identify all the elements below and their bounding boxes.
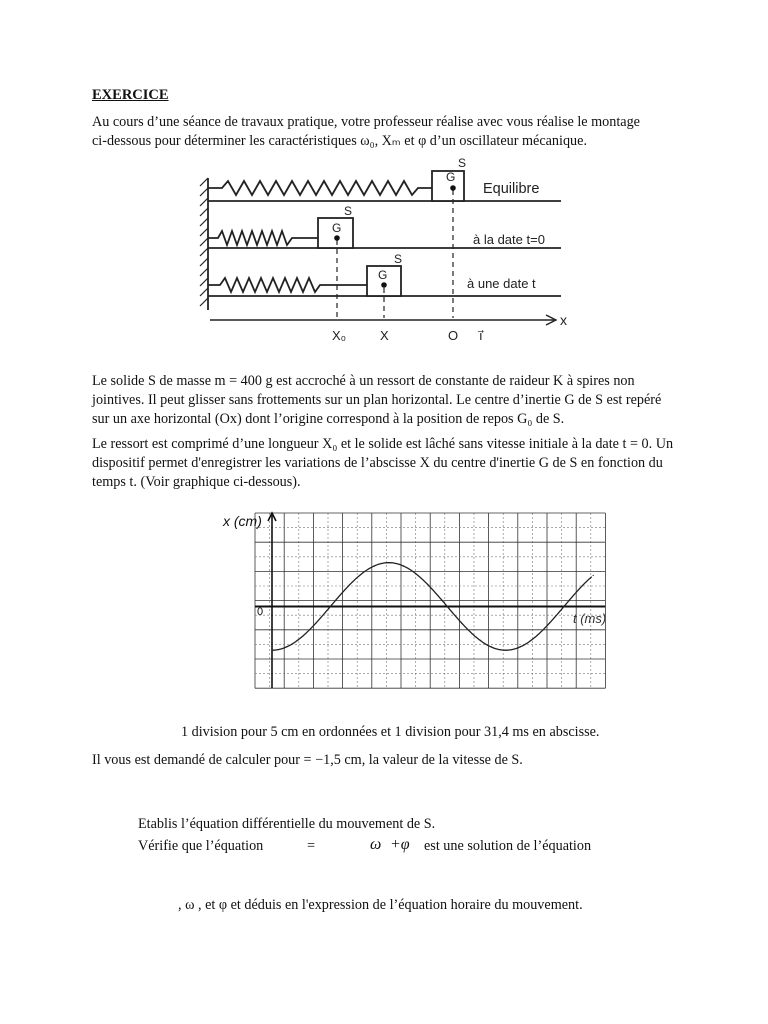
intro-paragraph: Au cours d’une séance de travaux pratique, votre professeur réalise avec vous réalise le montage ci-dessous pour déterminer les caractéristiques ω₀, Xₘ et φ d’un oscillateur mécanique. [92, 114, 640, 149]
exercise-heading: EXERCICE [92, 87, 169, 103]
row-label-t0: à la date t=0 [473, 232, 545, 247]
data-point [549, 623, 550, 624]
spring-t [208, 278, 367, 292]
data-point [315, 623, 316, 624]
center-label-t: G [378, 268, 388, 282]
setup-diagram [196, 150, 586, 350]
tick-x: X [380, 328, 389, 343]
data-point [593, 575, 594, 576]
step-verify-solution [138, 837, 618, 857]
spring-equilibre [208, 181, 432, 195]
solid-label-t0: S [344, 204, 353, 218]
data-point [330, 606, 331, 607]
data-point [374, 566, 375, 567]
data-point [388, 562, 389, 563]
step2-phi: +φ [390, 836, 410, 853]
row-label-t: à une date t [467, 276, 536, 291]
solid-label-equilibre: S [458, 156, 467, 170]
data-point [344, 589, 345, 590]
data-point [359, 575, 360, 576]
question-text: Il vous est demandé de calculer pour = −1,5 cm, la valeur de la vitesse de S. [92, 752, 523, 768]
data-point [286, 646, 287, 647]
data-point [563, 606, 564, 607]
data-point [447, 606, 448, 607]
data-point [476, 637, 477, 638]
data-point [403, 566, 404, 567]
tick-o: O [448, 328, 459, 343]
step-deduce-equation: , ω , et φ et déduis en l'expression de l’équation horaire du mouvement. [178, 897, 583, 913]
data-point [271, 650, 272, 651]
mass-paragraph: Le solide S de masse m = 400 g est accroché à un ressort de constante de raideur K à spires non jointives. Il peut glisser sans frottements sur un plan horizontal. Le centre d’inertie G de S est repéré sur un axe horizontal (Ox) dont l’origine correspond à la position de repos G₀ de S. [92, 373, 662, 427]
oscillation-chart [215, 505, 620, 705]
data-point [301, 637, 302, 638]
center-label-t0: G [332, 221, 342, 235]
data-point [578, 589, 579, 590]
tick-x0: X₀ [332, 328, 347, 343]
x-axis-label: x [560, 312, 567, 328]
step2-equals: = [307, 838, 316, 854]
chart-y-axis-label: x (cm) [223, 513, 262, 529]
g-dot-equilibre [450, 185, 456, 191]
spring-t0 [208, 231, 318, 245]
step2-text-a: Vérifie que l’équation [138, 838, 264, 854]
row-label-equilibre: Equilibre [483, 181, 540, 197]
g-dot-t [381, 282, 387, 288]
data-point [534, 637, 535, 638]
data-point [432, 589, 433, 590]
graph-caption: 1 division pour 5 cm en ordonnées et 1 division pour 31,4 ms en abscisse. [181, 724, 600, 740]
step-differential-equation: Etablis l’équation différentielle du mouvement de S. [138, 816, 436, 832]
center-label-equilibre: G [446, 170, 456, 184]
data-point [417, 575, 418, 576]
step2-text-b: est une solution de l’équation [424, 838, 592, 854]
tick-i-vector: i⃗ [479, 328, 483, 343]
chart-origin-label: 0 [257, 606, 264, 618]
chart-grid [255, 513, 605, 688]
data-point [520, 646, 521, 647]
data-point [505, 650, 506, 651]
wall-hatching [200, 178, 208, 306]
data-point [490, 646, 491, 647]
data-point [461, 623, 462, 624]
g-dot-t0 [334, 235, 340, 241]
solid-label-t: S [394, 252, 403, 266]
compression-paragraph: Le ressort est comprimé d’une longueur X₀ et le solide est lâché sans vitesse initiale à la date t = 0. Un dispositif permet d'enregistrer les variations de l’abscisse X du centre d'inertie G de S en fonction du temps t. (Voir graphique ci-dessous). [92, 436, 674, 490]
chart-x-axis-label: t (ms) [573, 611, 607, 626]
step2-omega: ω [370, 836, 382, 853]
